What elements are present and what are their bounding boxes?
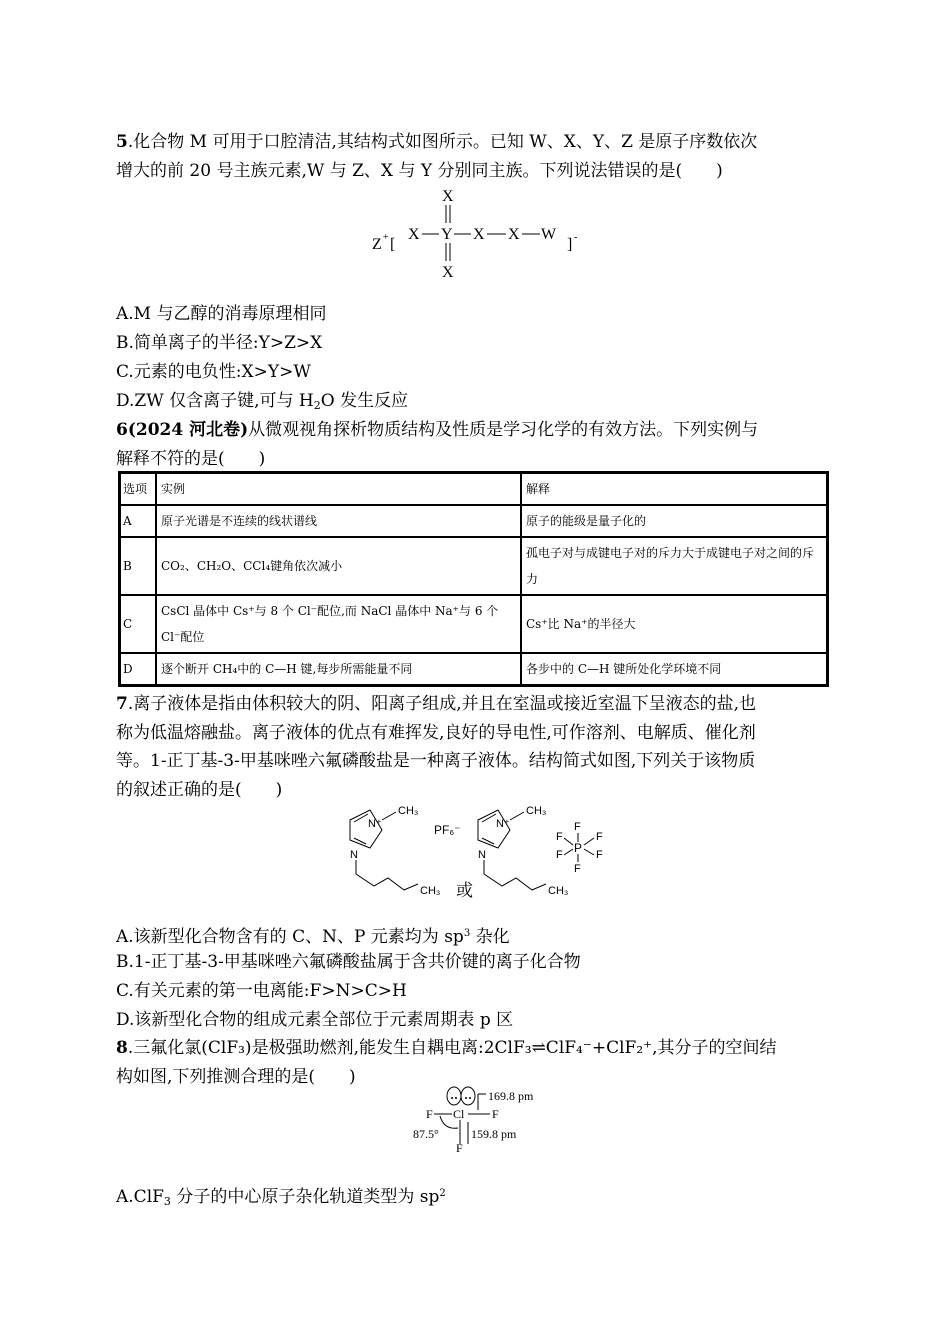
svg-text:W: W [541, 226, 557, 243]
table-cell: 原子光谱是不连续的线状谱线 [156, 505, 521, 537]
svg-text:X: X [442, 188, 454, 205]
svg-text:P: P [574, 841, 583, 855]
table-cell: CO₂、CH₂O、CCl₄键角依次减小 [156, 537, 521, 595]
svg-text:F: F [574, 821, 581, 833]
q6-line-1: 6(2024 河北卷)从微观视角探析物质结构及性质是学习化学的有效方法。下列实例与 [116, 420, 759, 440]
table-header: 解释 [521, 473, 828, 506]
q7-option-d: D.该新型化合物的组成元素全部位于元素周期表 p 区 [116, 1010, 514, 1030]
svg-text:159.8 pm: 159.8 pm [471, 1127, 517, 1141]
q5-line-2: 增大的前 20 号主族元素,W 与 Z、X 与 Y 分别同主族。下列说法错误的是( ) [116, 161, 723, 181]
table-row [120, 537, 828, 595]
svg-text:169.8 pm: 169.8 pm [488, 1089, 534, 1103]
svg-text:F: F [556, 831, 563, 843]
svg-text:X: X [508, 226, 520, 243]
svg-text:F: F [596, 831, 603, 843]
svg-text:或: 或 [456, 881, 473, 901]
svg-text:N: N [350, 849, 358, 861]
svg-text:N⁺: N⁺ [368, 818, 382, 830]
svg-text:CH₃: CH₃ [420, 885, 441, 897]
q7-option-a: A.该新型化合物含有的 C、N、P 元素均为 $sp^3$ 杂化 [116, 927, 510, 947]
svg-text:X: X [408, 226, 420, 243]
q7-line-4: 的叙述正确的是( ) [116, 780, 283, 800]
q7-line-1: 7.离子液体是指由体积较大的阴、阳离子组成,并且在室温或接近室温下呈液态的盐,也 [116, 694, 757, 714]
table-header: 实例 [156, 473, 521, 506]
q6-table [118, 471, 829, 687]
q8-line-1: 8.三氟化氯(ClF₃)是极强助燃剂,能发生自耦电离:2ClF₃⇌ClF₄⁻+ClF₂⁺,其分子的空间结 [116, 1038, 777, 1058]
svg-text:Y: Y [441, 226, 453, 243]
q8-option-a: A.ClF$_3$ 分子的中心原子杂化轨道类型为 $sp^2$ [116, 1187, 446, 1208]
table-cell: D [120, 653, 157, 686]
table-cell: Cs⁺比 Na⁺的半径大 [521, 595, 828, 653]
svg-text:N⁺: N⁺ [496, 818, 510, 830]
svg-text:F: F [556, 849, 563, 861]
q5-cation: Z [372, 236, 382, 253]
q8-line-2: 构如图,下列推测合理的是( ) [116, 1067, 356, 1087]
q5-option-c: C.元素的电负性:X>Y>W [116, 362, 311, 382]
table-cell: B [120, 537, 157, 595]
svg-text:87.5°: 87.5° [413, 1127, 439, 1141]
q5-structure-figure [360, 183, 600, 283]
q8-clf3-figure [408, 1086, 548, 1156]
q5-option-b: B.简单离子的半径:Y>Z>X [116, 333, 323, 353]
table-header-row [120, 473, 828, 506]
q7-option-c: C.有关元素的第一电离能:F>N>C>H [116, 981, 407, 1001]
svg-text:F: F [574, 863, 581, 875]
svg-text:F: F [426, 1107, 433, 1121]
table-cell: 孤电子对与成键电子对的斥力大于成键电子对之间的斥力 [521, 537, 828, 595]
svg-text:X: X [473, 226, 485, 243]
svg-text:-: - [574, 232, 578, 243]
table-header: 选项 [120, 473, 157, 506]
table-row [120, 595, 828, 653]
svg-text:+: + [383, 232, 389, 243]
q7-line-2: 称为低温熔融盐。离子液体的优点有难挥发,良好的导电性,可作溶剂、电解质、催化剂 [116, 723, 756, 743]
svg-text:F: F [456, 1141, 463, 1155]
q7-line-3: 等。1-正丁基-3-甲基咪唑六氟磷酸盐是一种离子液体。结构简式如图,下列关于该物质 [116, 751, 756, 771]
q5-line-1: 5.化合物 M 可用于口腔清洁,其结构式如图所示。已知 W、X、Y、Z 是原子序数依次 [116, 132, 758, 152]
q5-option-d: D.ZW 仅含离子键,可与 $H_2O$ 发生反应 [116, 391, 409, 412]
table-cell: A [120, 505, 157, 537]
table-cell: C [120, 595, 157, 653]
svg-text:CH₃: CH₃ [398, 805, 419, 817]
q5-number: 5 [116, 132, 128, 152]
table-cell: 各步中的 C—H 键所处化学环境不同 [521, 653, 828, 686]
table-row [120, 653, 828, 686]
svg-text:F: F [492, 1107, 499, 1121]
q7-option-b: B.1-正丁基-3-甲基咪唑六氟磷酸盐属于含共价键的离子化合物 [116, 952, 581, 972]
svg-text:Cl: Cl [453, 1107, 465, 1121]
q6-line-2: 解释不符的是( ) [116, 449, 266, 469]
svg-text:PF₆⁻: PF₆⁻ [434, 823, 461, 837]
svg-text:F: F [596, 849, 603, 861]
q5-option-a: A.M 与乙醇的消毒原理相同 [116, 304, 327, 324]
q7-structure-figure [330, 800, 620, 906]
svg-text:N: N [478, 849, 486, 861]
svg-text:CH₃: CH₃ [526, 805, 547, 817]
table-cell: 逐个断开 CH₄中的 C—H 键,每步所需能量不同 [156, 653, 521, 686]
table-cell: 原子的能级是量子化的 [521, 505, 828, 537]
svg-text:CH₃: CH₃ [548, 885, 569, 897]
table-cell: CsCl 晶体中 Cs⁺与 8 个 Cl⁻配位,而 NaCl 晶体中 Na⁺与 6 个 Cl⁻配位 [156, 595, 521, 653]
svg-text:X: X [442, 264, 454, 281]
svg-text:[: [ [390, 236, 396, 253]
svg-text:]: ] [567, 236, 573, 253]
table-row [120, 505, 828, 537]
